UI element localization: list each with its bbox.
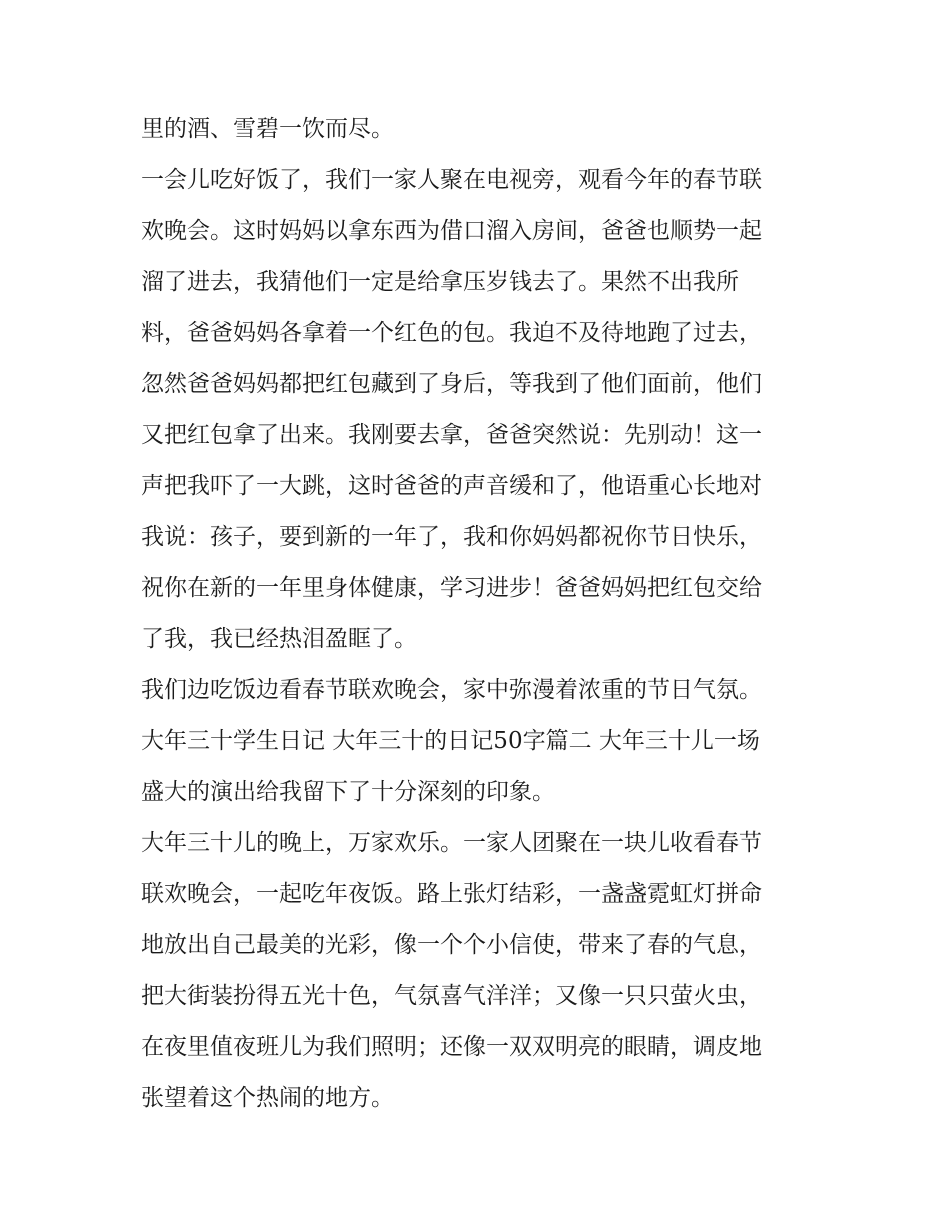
text-line: 料，爸爸妈妈各拿着一个红色的包。我迫不及待地跑了过去， <box>141 320 762 346</box>
text-line: 声把我吓了一大跳，这时爸爸的声音缓和了，他语重心长地对 <box>141 473 762 499</box>
text-line: 一会儿吃好饭了，我们一家人聚在电视旁，观看今年的春节联 <box>141 167 762 193</box>
text-line: 了我，我已经热泪盈眶了。 <box>141 626 417 652</box>
text-line: 溜了进去，我猜他们一定是给拿压岁钱去了。果然不出我所 <box>141 269 739 295</box>
text-line: 我说：孩子，要到新的一年了，我和你妈妈都祝你节日快乐， <box>141 524 762 550</box>
text-line: 联欢晚会，一起吃年夜饭。路上张灯结彩，一盏盏霓虹灯拼命 <box>141 881 762 907</box>
text-line: 把大街装扮得五光十色，气氛喜气洋洋；又像一只只萤火虫， <box>141 983 762 1009</box>
text-line: 张望着这个热闹的地方。 <box>141 1085 394 1111</box>
text-line: 祝你在新的一年里身体健康，学习进步！爸爸妈妈把红包交给 <box>141 575 762 601</box>
text-line: 里的酒、雪碧一饮而尽。 <box>141 116 394 142</box>
text-line: 大年三十学生日记 大年三十的日记50字篇二 大年三十儿一场 <box>141 728 760 754</box>
text-line: 我们边吃饭边看春节联欢晚会，家中弥漫着浓重的节日气氛。 <box>141 677 762 703</box>
text-line: 大年三十儿的晚上，万家欢乐。一家人团聚在一块儿收看春节 <box>141 830 762 856</box>
text-line: 忽然爸爸妈妈都把红包藏到了身后，等我到了他们面前，他们 <box>141 371 762 397</box>
text-line: 地放出自己最美的光彩，像一个个小信使，带来了春的气息， <box>141 932 762 958</box>
text-line: 又把红包拿了出来。我刚要去拿，爸爸突然说：先别动！这一 <box>141 422 762 448</box>
text-line: 欢晚会。这时妈妈以拿东西为借口溜入房间，爸爸也顺势一起 <box>141 218 762 244</box>
text-line: 盛大的演出给我留下了十分深刻的印象。 <box>141 779 555 805</box>
text-line: 在夜里值夜班儿为我们照明；还像一双双明亮的眼睛，调皮地 <box>141 1034 762 1060</box>
body-text <box>141 104 821 1124</box>
